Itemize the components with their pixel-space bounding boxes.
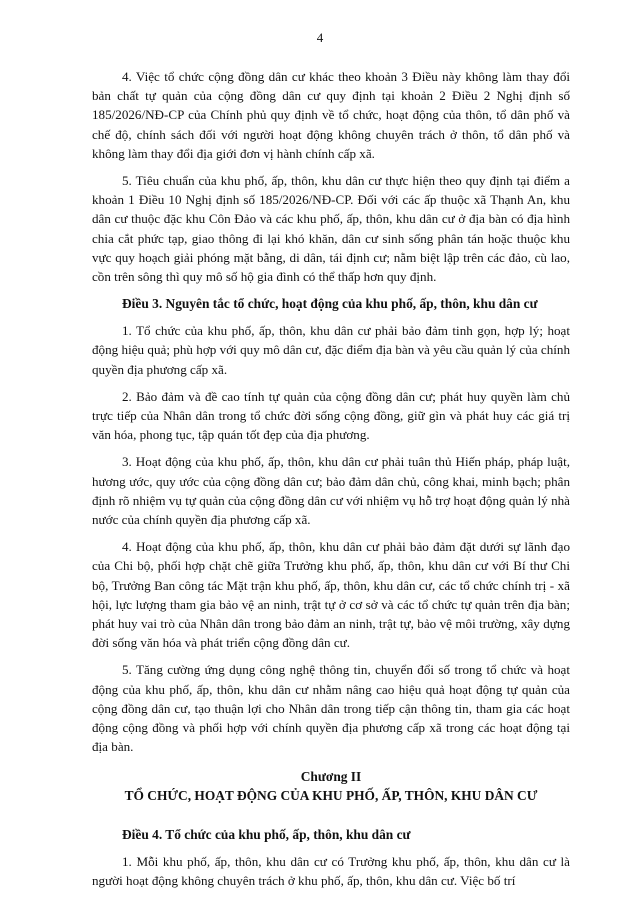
article-3-heading: Điều 3. Nguyên tắc tổ chức, hoạt động của khu phố, ấp, thôn, khu dân cư (122, 296, 538, 312)
article-3-clause-4: 4. Hoạt động của khu phố, ấp, thôn, khu dân cư phải bảo đảm đặt dưới sự lãnh đạo của Chi bộ, phối hợp chặt chẽ giữa Trưởng khu phố, ấp, thôn, khu dân cư với Bí thư Chi bộ, Trưởng Ban công tác Mặt trận khu phố, ấp, thôn, khu dân cư, các tổ chức chính trị - xã hội, lực lượng tham gia bảo vệ an ninh, trật tự ở cơ sở và các tổ chức tự quản trên địa bàn; phát huy vai trò của Nhân dân trong bảo đảm an ninh, trật tự, bảo vệ môi trường, xây dựng đời sống văn hóa và phát triển cộng đồng dân cư. (92, 539, 570, 651)
article-4-heading: Điều 4. Tổ chức của khu phố, ấp, thôn, khu dân cư (122, 826, 411, 842)
article-3-clause-5: 5. Tăng cường ứng dụng công nghệ thông tin, chuyển đổi số trong tổ chức và hoạt động của khu phố, ấp, thôn, khu dân cư nhằm nâng cao hiệu quả hoạt động tự quản của cộng đồng dân cư, tạo thuận lợi cho Nhân dân trong tiếp cận thông tin, tham gia các hoạt động cộng đồng và phối hợp với chính quyền địa phương cấp xã trong các hoạt động tại địa bàn. (92, 662, 570, 755)
page-number: 4 (316, 30, 324, 45)
document-body (92, 67, 570, 898)
article-3-clause-3: 3. Hoạt động của khu phố, ấp, thôn, khu dân cư phải tuân thủ Hiến pháp, pháp luật, hương ước, quy ước của cộng đồng dân cư; bảo đảm dân chủ, công khai, minh bạch; phân định rõ nhiệm vụ tự quản của cộng đồng dân cư với nhiệm vụ hỗ trợ hoạt động quản lý nhà nước của chính quyền địa phương cấp xã. (92, 454, 570, 528)
paragraph-clause-4: 4. Việc tổ chức cộng đồng dân cư khác theo khoản 3 Điều này không làm thay đổi bản chất tự quản của cộng đồng dân cư quy định tại khoản 2 Điều 2 Nghị định số 185/2026/NĐ-CP của Chính phủ quy định về tổ chức, hoạt động của thôn, tổ dân phố và chế độ, chính sách đối với người hoạt động không chuyên trách ở thôn, tổ dân phố và không làm thay đổi địa giới đơn vị hành chính cấp xã. (92, 69, 570, 161)
chapter-title: TỔ CHỨC, HOẠT ĐỘNG CỦA KHU PHỐ, ẤP, THÔN, KHU DÂN CƯ (124, 787, 538, 803)
paragraph-clause-5: 5. Tiêu chuẩn của khu phố, ấp, thôn, khu dân cư thực hiện theo quy định tại điểm a khoản 1 Điều 10 Nghị định số 185/2026/NĐ-CP. Đối với các ấp thuộc xã Thạnh An, khu dân cư thuộc đặc khu Côn Đảo và các khu phố, ấp, thôn, khu dân cư ở địa bàn có địa hình chia cắt phức tạp, giao thông đi lại khó khăn, dân cư sinh sống phân tán hoặc thuộc khu vực quy hoạch giải phóng mặt bằng, di dân, tái định cư; nằm biệt lập trên các đảo, cù lao, cồn trên sông thì quy mô số hộ gia đình có thể thấp hơn quy định. (92, 173, 570, 285)
article-3-clause-2: 2. Bảo đảm và đề cao tính tự quản của cộng đồng dân cư; phát huy quyền làm chủ trực tiếp của Nhân dân trong tổ chức đời sống cộng đồng, giữ gìn và phát huy các giá trị văn hóa, phong tục, tập quán tốt đẹp của địa phương. (92, 388, 570, 443)
article-3-clause-1: 1. Tổ chức của khu phố, ấp, thôn, khu dân cư phải bảo đảm tinh gọn, hợp lý; hoạt động hiệu quả; phù hợp với quy mô dân cư, đặc điểm địa bàn và yêu cầu quản lý của chính quyền địa phương cấp xã. (92, 323, 570, 377)
article-4-clause-1: 1. Mỗi khu phố, ấp, thôn, khu dân cư có Trưởng khu phố, ấp, thôn, khu dân cư là người hoạt động không chuyên trách ở khu phố, ấp, thôn, khu dân cư. Việc bố trí (92, 853, 570, 888)
chapter-label: Chương II (300, 768, 362, 784)
